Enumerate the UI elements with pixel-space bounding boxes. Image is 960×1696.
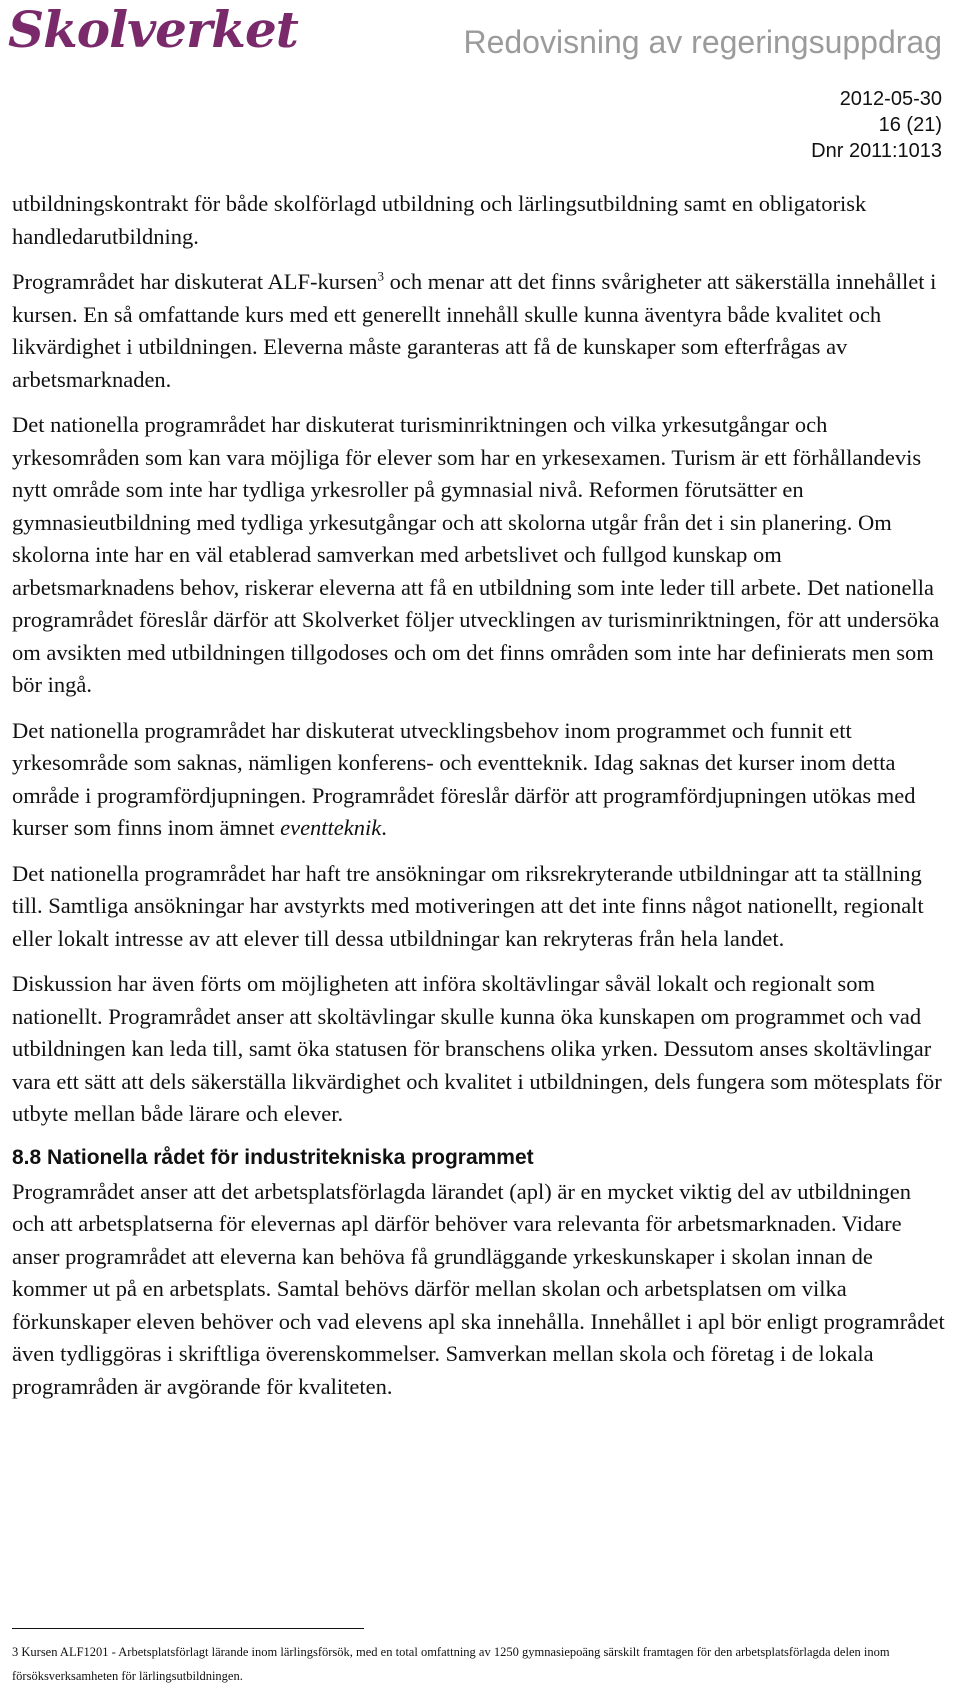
skolverket-logo: Skolverket [8, 0, 298, 59]
paragraph-1: utbildningskontrakt för både skolförlagd utbildning och lärlingsutbildning samt en obligatorisk handledarutbildning. [12, 191, 867, 249]
paragraph-4 [12, 715, 947, 845]
document-date: 2012-05-30 [839, 88, 942, 110]
paragraph-2-rest: och menar att det finns svårigheter att säkerställa innehållet i kursen. En så omfattande kurs med ett generellt innehåll skulle kunna äventyra både kvalitet och likvärdighet i utbildningen. Eleverna måste garanteras att få de kunskaper som efterfrågas av arbetsmarknaden. [12, 269, 937, 392]
paragraph-4-main: Det nationella programrådet har diskuterat utvecklingsbehov inom programmet och funnit ett yrkesområde som saknas, nämligen konferens- och eventteknik. Idag saknas det kurser inom detta område i programfördjupningen. Programrådet föreslår därför att programfördjupningen utökas med kurser som finns inom ämnet [12, 717, 916, 840]
footnote: 3 Kursen ALF1201 - Arbetsplatsförlagt lärande inom lärlingsförsök, med en total omfattning av 1250 gymnasiepoäng särskilt framtagen för den arbetsplatsförlagda delen inom försöksverksamheten för lärlingsutbildningen. [12, 1645, 890, 1683]
diary-number: Dnr 2011:1013 [811, 140, 942, 162]
paragraph-7: Programrådet anser att det arbetsplatsförlagda lärandet (apl) är en mycket viktig del av utbildningen och att arbetsplatserna för elevernas apl därför behöver vara relevanta för arbetsmarknaden. Vidare anser programrådet att eleverna kan behöva få grundläggande yrkeskunskaper i skolan innan de kommer ut på en arbetsplats. Samtal behövs därför mellan skolan och arbetsplatsen om vilka förkunskaper eleven behöver och vad elevens apl ska innehålla. Innehållet i apl bör enligt programrådet även tydliggöras i skriftliga överenskommelser. Samverkan mellan skola och företag i de lokala programråden är avgörande för kvaliteten. [12, 1178, 945, 1399]
paragraph-4-italic-term: eventteknik [280, 815, 382, 840]
footnote-reference[interactable]: 3 [377, 268, 385, 284]
page-number: 16 (21) [878, 114, 942, 136]
paragraph-2 [12, 266, 947, 396]
document-meta [811, 86, 942, 164]
paragraph-3: Det nationella programrådet har diskuterat turisminriktningen och vilka yrkesutgångar och yrkesområden som kan vara möjliga för elever som har en yrkesexamen. Turism är ett förhållandevis nytt område som inte har tydliga yrkesroller på gymnasial nivå. Reformen förutsätter en gymnasieutbildning med tydliga yrkesutgångar och att skolorna utgår från det i sin planering. Om skolorna inte har en väl etablerad samverkan med arbetslivet och fullgod kunskap om arbetsmarknadens behov, riskerar eleverna att få en utbildning som inte leder till arbete. Det nationella programrådet föreslår därför att Skolverket följer utvecklingen av turisminriktningen, för att undersöka om avsikten med utbildningen tillgodoses och om det finns områden som inte har definierats men som bör ingå. [12, 412, 940, 697]
paragraph-4-end: . [381, 815, 387, 840]
section-heading: 8.8 Nationella rådet för industritekniska programmet [12, 1145, 534, 1169]
paragraph-6: Diskussion har även förts om möjligheten att införa skoltävlingar såväl lokalt och regionalt som nationellt. Programrådet anser att skoltävlingar skulle kunna öka kunskapen om programmet och vad utbildningen kan leda till, samt öka statusen för branschens olika yrken. Dessutom anses skoltävlingar vara ett sätt att dels säkerställa likvärdighet och kvalitet i utbildningen, dels fungera som mötesplats för utbyte mellan både lärare och elever. [12, 971, 942, 1126]
document-body [12, 188, 947, 1416]
paragraph-5: Det nationella programrådet har haft tre ansökningar om riksrekryterande utbildningar att ta ställning till. Samtliga ansökningar har avstyrkts med motiveringen att det inte finns något nationellt, regionalt eller lokalt intresse av att elever till dessa utbildningar kan rekryteras från hela landet. [12, 860, 924, 951]
report-type-title: Redovisning av regeringsuppdrag [463, 24, 942, 60]
paragraph-2-start: Programrådet har diskuterat ALF-kursen [12, 269, 378, 294]
footnote-divider [12, 1628, 364, 1629]
